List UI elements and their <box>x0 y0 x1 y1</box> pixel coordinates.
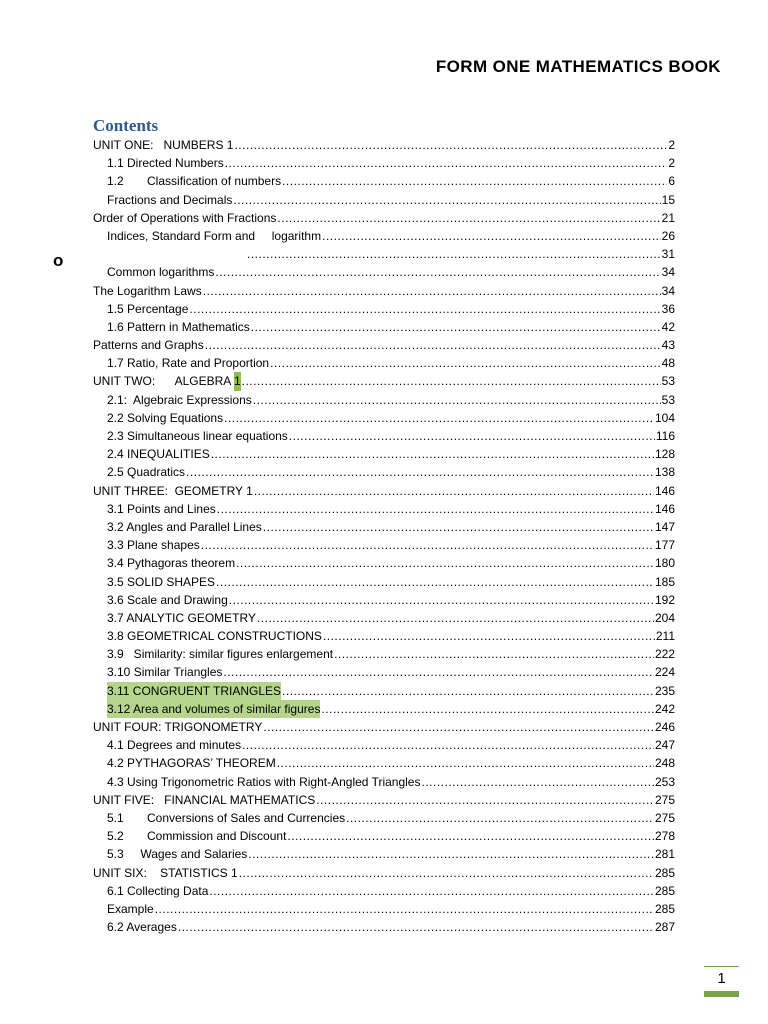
toc-entry-label: 4.3 Using Trigonometric Ratios with Right-Angled Triangles <box>107 774 421 789</box>
toc-entry[interactable] <box>93 136 675 154</box>
toc-entry[interactable] <box>93 791 675 809</box>
toc-leader-dots <box>225 154 668 172</box>
toc-entry-label: Example <box>107 901 154 916</box>
toc-entry-page: 204 <box>654 610 675 625</box>
toc-entry-page: 246 <box>654 720 675 734</box>
toc-entry-page: 146 <box>654 501 675 516</box>
toc-entry-label: 1.2 Classification of numbers <box>107 174 282 189</box>
toc-entry-page: 211 <box>655 629 675 644</box>
toc-leader-dots <box>421 773 653 791</box>
toc-leader-dots <box>236 554 654 572</box>
toc-entry-label: The Logarithm Laws <box>93 283 202 298</box>
toc-entry-label: 3.7 ANALYTIC GEOMETRY <box>107 610 256 625</box>
toc-entry-page: 53 <box>661 374 675 389</box>
toc-entry[interactable] <box>93 591 675 609</box>
toc-entry[interactable] <box>93 773 675 791</box>
toc-entry-page: 48 <box>661 356 675 371</box>
toc-leader-dots <box>277 754 654 772</box>
toc-entry-label: Order of Operations with Fractions <box>93 210 277 225</box>
page-number-bar <box>704 991 739 997</box>
toc-entry-label: UNIT FOUR: TRIGONOMETRY <box>93 720 263 734</box>
toc-entry-page: 147 <box>654 519 675 534</box>
toc-leader-dots <box>263 518 654 536</box>
toc-entry[interactable] <box>93 864 675 882</box>
toc-entry-page: 192 <box>654 592 675 607</box>
contents-heading: Contents <box>93 116 159 135</box>
toc-entry-page: 253 <box>654 774 675 789</box>
toc-entry-page: 275 <box>654 810 675 825</box>
toc-leader-dots <box>215 263 660 281</box>
toc-leader-dots <box>253 391 661 409</box>
toc-entry-page: 2 <box>668 138 675 152</box>
toc-entry[interactable] <box>93 663 675 681</box>
toc-entry-label: Fractions and Decimals <box>107 192 233 207</box>
toc-entry-page: 285 <box>654 883 675 898</box>
toc-entry-label: 3.8 GEOMETRICAL CONSTRUCTIONS <box>107 629 322 644</box>
toc-leader-dots <box>224 409 654 427</box>
toc-leader-dots <box>189 300 660 318</box>
toc-leader-dots <box>242 736 654 754</box>
toc-entry-page: 287 <box>654 920 675 935</box>
toc-entry[interactable] <box>93 754 675 772</box>
toc-leader-dots <box>247 245 661 263</box>
toc-entry-page: 6 <box>668 174 675 189</box>
toc-entry-label: 6.2 Averages <box>107 920 177 935</box>
toc-entry-page: 235 <box>654 683 675 698</box>
toc-entry-label: 3.4 Pythagoras theorem <box>107 556 236 571</box>
toc-entry-page: 242 <box>654 701 675 716</box>
toc-entry-page: 278 <box>654 829 675 844</box>
toc-entry-label: 3.1 Points and Lines <box>107 501 216 516</box>
toc-entry[interactable] <box>93 736 675 754</box>
toc-entry[interactable] <box>93 372 675 390</box>
toc-entry-label: 2.1: Algebraic Expressions <box>107 392 252 407</box>
toc-entry-page: 128 <box>654 447 675 462</box>
toc-entry-label: 1.7 Ratio, Rate and Proportion <box>107 356 270 371</box>
toc-entry-label: 3.11 CONGRUENT TRIANGLES <box>107 682 281 700</box>
toc-entry-label: 3.10 Similar Triangles <box>107 665 223 680</box>
toc-leader-dots <box>186 463 654 481</box>
toc-leader-dots <box>277 209 660 227</box>
toc-leader-dots <box>233 191 660 209</box>
toc-leader-dots <box>201 536 654 554</box>
toc-entry-label: 5.3 Wages and Salaries <box>107 847 248 862</box>
toc-leader-dots <box>251 318 661 336</box>
toc-entry[interactable] <box>93 482 675 500</box>
toc-leader-dots <box>229 591 654 609</box>
toc-entry[interactable] <box>93 627 675 645</box>
toc-entry-label: 5.1 Conversions of Sales and Currencies <box>107 810 346 825</box>
stray-mark: o <box>53 251 64 270</box>
toc-entry[interactable] <box>93 554 675 572</box>
toc-entry[interactable] <box>93 409 675 427</box>
toc-entry-label: 5.2 Commission and Discount <box>107 829 287 844</box>
toc-leader-dots <box>239 864 654 882</box>
toc-leader-dots <box>223 663 654 681</box>
toc-entry-page: 177 <box>654 538 675 553</box>
toc-entry-label-highlight: 1 <box>234 372 241 390</box>
toc-entry-page: 36 <box>661 301 675 316</box>
toc-entry[interactable] <box>93 809 675 827</box>
toc-entry[interactable] <box>93 282 675 300</box>
toc-entry-page: 116 <box>655 429 675 443</box>
toc-entry[interactable] <box>93 463 675 481</box>
toc-entry-page: 275 <box>654 792 675 807</box>
toc-entry[interactable] <box>93 209 675 227</box>
toc-leader-dots <box>282 682 654 700</box>
toc-entry-page: 224 <box>654 665 675 680</box>
toc-entry-label: UNIT ONE: NUMBERS 1 <box>93 138 234 152</box>
toc-entry[interactable] <box>93 300 675 318</box>
toc-leader-dots <box>334 645 654 663</box>
toc-entry-page: 26 <box>661 228 675 243</box>
toc-entry-label: 2.4 INEQUALITIES <box>107 447 210 462</box>
toc-entry[interactable] <box>93 645 675 663</box>
toc-entry[interactable] <box>93 227 675 245</box>
toc-entry-page: 185 <box>654 574 675 589</box>
toc-entry[interactable] <box>93 354 675 372</box>
toc-entry[interactable] <box>93 536 675 554</box>
toc-leader-dots <box>282 172 667 190</box>
toc-entry-label: UNIT SIX: STATISTICS 1 <box>93 865 238 880</box>
toc-entry-page: 146 <box>654 483 675 498</box>
toc-leader-dots <box>211 445 654 463</box>
toc-entry[interactable] <box>93 318 675 336</box>
toc-entry-label: 3.5 SOLID SHAPES <box>107 574 216 589</box>
toc-leader-dots <box>155 900 654 918</box>
toc-leader-dots <box>270 354 661 372</box>
toc-leader-dots <box>322 227 661 245</box>
toc-entry-page: 248 <box>654 756 675 771</box>
toc-leader-dots <box>248 845 654 863</box>
toc-leader-dots <box>263 718 654 736</box>
toc-entry[interactable] <box>93 900 675 918</box>
toc-entry-label: 2.5 Quadratics <box>107 465 186 480</box>
toc-entry-page: 15 <box>661 192 675 207</box>
toc-entry-label: UNIT TWO: ALGEBRA <box>93 374 234 389</box>
toc-leader-dots <box>289 427 655 445</box>
toc-entry-label: Patterns and Graphs <box>93 338 204 353</box>
toc-entry[interactable] <box>93 500 675 518</box>
toc-entry[interactable] <box>93 700 675 718</box>
toc-entry-page: 31 <box>661 247 675 262</box>
toc-entry[interactable] <box>93 245 675 263</box>
toc-entry-label: 6.1 Collecting Data <box>107 883 209 898</box>
toc-leader-dots <box>209 882 654 900</box>
page-number-box <box>704 966 739 997</box>
toc-entry-page: 285 <box>654 865 675 880</box>
toc-entry[interactable] <box>93 391 675 409</box>
toc-entry-label: 4.2 PYTHAGORAS’ THEOREM <box>107 756 276 771</box>
toc-entry-page: 21 <box>661 210 675 225</box>
book-title: FORM ONE MATHEMATICS BOOK <box>435 57 721 76</box>
toc-entry[interactable] <box>93 172 675 190</box>
toc-leader-dots <box>203 282 661 300</box>
toc-leader-dots <box>254 482 654 500</box>
toc-entry-label: UNIT FIVE: FINANCIAL MATHEMATICS <box>93 792 316 807</box>
toc-entry[interactable] <box>93 336 675 354</box>
toc-leader-dots <box>242 372 661 390</box>
toc-entry-label: 3.6 Scale and Drawing <box>107 592 228 607</box>
toc-entry-label: 2.2 Solving Equations <box>107 410 224 425</box>
toc-entry-page: 2 <box>668 156 675 171</box>
toc-entry[interactable] <box>93 518 675 536</box>
toc-entry-label: Indices, Standard Form and logarithm <box>107 228 322 243</box>
toc-entry-label: 3.2 Angles and Parallel Lines <box>107 519 262 534</box>
toc-entry-page: 222 <box>654 647 675 662</box>
toc-entry-label: 4.1 Degrees and minutes <box>107 738 242 753</box>
toc-leader-dots <box>316 791 654 809</box>
toc-leader-dots <box>257 609 654 627</box>
toc-entry[interactable] <box>93 682 675 700</box>
toc-entry-label: 1.5 Percentage <box>107 301 189 316</box>
toc-entry[interactable] <box>93 718 675 736</box>
toc-entry-page: 247 <box>654 738 675 753</box>
toc-leader-dots <box>216 573 654 591</box>
toc-entry-page: 34 <box>661 283 675 298</box>
toc-entry[interactable] <box>93 845 675 863</box>
toc-entry-page: 285 <box>654 901 675 916</box>
toc-leader-dots <box>346 809 654 827</box>
toc-entry-page: 53 <box>661 392 675 407</box>
toc-leader-dots <box>178 918 654 936</box>
toc-leader-dots <box>323 627 655 645</box>
toc-leader-dots <box>205 336 661 354</box>
toc-entry-label: 1.1 Directed Numbers <box>107 156 224 171</box>
toc-entry[interactable] <box>93 154 675 172</box>
toc-entry-page: 104 <box>654 410 675 425</box>
toc-entry[interactable] <box>93 263 675 281</box>
toc-entry-label: 1.6 Pattern in Mathematics <box>107 319 250 334</box>
toc-entry[interactable] <box>93 573 675 591</box>
toc-entry-label: Common logarithms <box>107 265 215 280</box>
toc-entry-page: 42 <box>661 319 675 334</box>
table-of-contents <box>93 136 675 936</box>
toc-entry[interactable] <box>93 827 675 845</box>
toc-entry-page: 281 <box>654 847 675 862</box>
toc-entry[interactable] <box>93 882 675 900</box>
toc-entry[interactable] <box>93 918 675 936</box>
toc-entry-label: UNIT THREE: GEOMETRY 1 <box>93 483 253 498</box>
toc-entry-label: 3.3 Plane shapes <box>107 538 200 553</box>
page-number: 1 <box>717 970 726 987</box>
toc-entry-page: 138 <box>654 465 675 480</box>
toc-entry-label: 2.3 Simultaneous linear equations <box>107 429 288 443</box>
toc-entry-page: 43 <box>661 338 675 353</box>
toc-entry-page: 34 <box>661 265 675 280</box>
toc-entry[interactable] <box>93 191 675 209</box>
toc-entry-label: 3.12 Area and volumes of similar figures <box>107 700 320 718</box>
toc-leader-dots <box>287 827 654 845</box>
toc-leader-dots <box>234 136 667 154</box>
toc-entry-page: 180 <box>654 556 675 571</box>
toc-leader-dots <box>217 500 654 518</box>
toc-entry[interactable] <box>93 609 675 627</box>
toc-entry[interactable] <box>93 427 675 445</box>
toc-entry-label: 3.9 Similarity: similar figures enlargement <box>107 647 334 662</box>
toc-entry[interactable] <box>93 445 675 463</box>
toc-leader-dots <box>321 700 654 718</box>
